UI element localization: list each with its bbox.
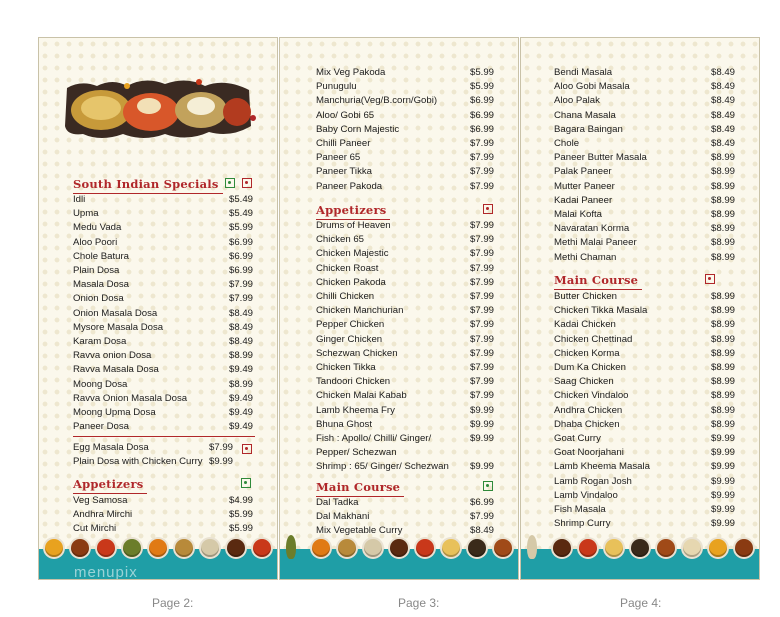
menu-item-price: $8.99 bbox=[710, 223, 735, 235]
menu-item-price: $8.99 bbox=[710, 418, 735, 430]
menu-item bbox=[73, 250, 253, 264]
menu-item bbox=[316, 247, 494, 261]
menu-item-price: $8.49 bbox=[710, 81, 735, 93]
menu-item bbox=[554, 123, 735, 137]
menu-item-price: $9.99 bbox=[710, 489, 735, 501]
menu-item-price: $7.99 bbox=[228, 279, 253, 291]
menu-item-name: Dhaba Chicken bbox=[554, 418, 620, 430]
menu-item-price: $7.99 bbox=[469, 362, 494, 373]
menu-item bbox=[73, 420, 253, 434]
spice-bowl-icon bbox=[338, 539, 356, 557]
menu-item bbox=[554, 446, 735, 460]
menu-item-name: Malai Kofta bbox=[554, 209, 602, 220]
menu-item bbox=[316, 361, 494, 375]
menu-item bbox=[554, 180, 735, 194]
menu-item-price: $4.99 bbox=[228, 495, 253, 506]
menu-item-name: Lamb Rogan Josh bbox=[554, 475, 632, 487]
menu-item-price: $8.99 bbox=[710, 333, 735, 345]
menu-item bbox=[73, 406, 253, 420]
menu-item-price: $8.99 bbox=[710, 180, 735, 192]
menu-item-price: $9.49 bbox=[228, 364, 253, 376]
menu-item-price: $8.99 bbox=[228, 378, 253, 390]
menu-page-4 bbox=[520, 37, 760, 580]
menu-item bbox=[73, 207, 253, 221]
menu-item-price: $8.49 bbox=[228, 336, 253, 347]
menu-item bbox=[554, 236, 735, 250]
menu-item-price: $8.49 bbox=[228, 321, 253, 333]
menu-item-price: $8.99 bbox=[710, 319, 735, 331]
menu-item-name: Andhra Chicken bbox=[554, 404, 623, 416]
menu-item-price: $5.99 bbox=[469, 67, 494, 78]
menu-item bbox=[316, 233, 494, 247]
spice-bowl-icon bbox=[657, 539, 675, 557]
menu-item-name: Plain Dosa with Chicken Curry bbox=[73, 456, 203, 468]
menu-item-price: $8.99 bbox=[710, 152, 735, 164]
menu-item-name: Lamb Vindaloo bbox=[554, 489, 618, 501]
spice-bowl-icon bbox=[468, 539, 486, 557]
menu-item bbox=[554, 460, 735, 474]
veg-badge-icon bbox=[241, 478, 251, 488]
menu-item bbox=[316, 219, 494, 233]
menu-item-name: Chilli Chicken bbox=[316, 291, 375, 302]
menu-item bbox=[554, 194, 735, 208]
menu-item-name: Onion Masala Dosa bbox=[73, 307, 158, 319]
menu-item-name: Methi Malai Paneer bbox=[554, 237, 637, 249]
spice-bowl-icon bbox=[312, 539, 330, 557]
menu-item-price: $8.49 bbox=[710, 95, 735, 107]
section-heading: South Indian Specials bbox=[73, 177, 219, 191]
menu-item-name: Saag Chicken bbox=[554, 376, 614, 388]
menu-item bbox=[316, 404, 494, 418]
menu-item bbox=[316, 304, 494, 318]
menu-item-name: Masala Dosa bbox=[73, 279, 129, 291]
menu-item-name: Chicken Vindaloo bbox=[554, 390, 629, 402]
menu-item-name: Chicken Malai Kabab bbox=[316, 390, 407, 402]
menu-item-name: Kadai Paneer bbox=[554, 194, 613, 206]
menu-item-name: Paneer Tikka bbox=[316, 166, 372, 178]
menu-item bbox=[554, 222, 735, 236]
menu-item-price: $7.99 bbox=[469, 262, 494, 274]
menu-item-price: $9.49 bbox=[228, 407, 253, 418]
menu-item-price: $7.99 bbox=[469, 305, 494, 317]
menu-item-price: $9.99 bbox=[710, 433, 735, 444]
nonveg-badge-icon bbox=[242, 178, 252, 188]
menu-item bbox=[316, 347, 494, 361]
menu-item-name: Manchuria(Veg/B.corn/Gobi) bbox=[316, 95, 438, 107]
nonveg-badge-icon bbox=[242, 444, 252, 454]
menu-item-price: $8.99 bbox=[710, 305, 735, 317]
menu-item-name: Goat Noorjahani bbox=[554, 447, 624, 459]
page-caption: Page 2: bbox=[152, 596, 194, 610]
spice-bowl-icon bbox=[390, 539, 408, 557]
spice-bowl-icon bbox=[364, 539, 382, 557]
menu-item-name: Palak Paneer bbox=[554, 166, 612, 178]
menu-item-price: $8.49 bbox=[228, 307, 253, 319]
nonveg-badge-icon bbox=[705, 274, 715, 284]
menu-item-price: $8.49 bbox=[710, 138, 735, 149]
spice-bowl-icon bbox=[201, 539, 219, 557]
menu-item-name: Kadai Chicken bbox=[554, 319, 616, 331]
menu-item bbox=[73, 278, 253, 292]
menu-item-price: $9.99 bbox=[710, 504, 735, 515]
menu-item-name: Aloo Palak bbox=[554, 95, 600, 107]
menu-item bbox=[554, 418, 735, 432]
footer-band bbox=[280, 549, 518, 579]
menu-item-price: $8.99 bbox=[710, 251, 735, 263]
menu-item bbox=[316, 94, 494, 108]
menu-item bbox=[316, 276, 494, 290]
menu-item-price: $7.99 bbox=[469, 138, 494, 149]
menu-item-price: $7.99 bbox=[208, 442, 233, 453]
menu-item-name: Chilli Paneer bbox=[316, 138, 371, 149]
menu-item bbox=[73, 494, 253, 508]
menu-item-name: Ginger Chicken bbox=[316, 333, 383, 345]
menu-item bbox=[554, 361, 735, 375]
menu-item-name: Shrimp Curry bbox=[554, 518, 611, 530]
menu-item-price: $7.99 bbox=[469, 511, 494, 523]
menu-item-name: Egg Masala Dosa bbox=[73, 442, 149, 453]
menu-item-name: Dum Ka Chicken bbox=[554, 362, 626, 373]
spice-bowl-icon bbox=[683, 539, 701, 557]
veg-badge-icon bbox=[483, 481, 493, 491]
menu-item-price: $5.49 bbox=[228, 208, 253, 220]
menu-item bbox=[316, 496, 494, 510]
menu-item-price: $5.49 bbox=[228, 194, 253, 205]
menu-item-name: Chicken Manchurian bbox=[316, 305, 404, 317]
menu-item-name: Chicken Chettinad bbox=[554, 333, 633, 345]
menu-item-name: Butter Chicken bbox=[554, 291, 617, 302]
menu-item-name: Medu Vada bbox=[73, 222, 122, 234]
menu-item-price: $6.99 bbox=[228, 265, 253, 276]
menu-item bbox=[554, 489, 735, 503]
menu-item-price: $8.99 bbox=[710, 166, 735, 178]
menu-item-price: $6.99 bbox=[228, 236, 253, 248]
menu-item bbox=[316, 165, 494, 179]
menu-item-price: $9.99 bbox=[710, 447, 735, 459]
menu-item bbox=[73, 508, 253, 522]
menu-item bbox=[73, 441, 233, 455]
menu-item-name: Shrimp : 65/ Ginger/ Schezwan bbox=[316, 461, 449, 473]
menu-item bbox=[73, 392, 253, 406]
menu-item-price: $6.99 bbox=[469, 95, 494, 107]
menu-item-price: $8.99 bbox=[710, 194, 735, 206]
menu-item-name: Paneer Butter Masala bbox=[554, 152, 647, 164]
menu-item bbox=[554, 251, 735, 265]
menu-item-name: Cut Mirchi bbox=[73, 523, 117, 535]
menu-item-name: Chicken Korma bbox=[554, 347, 620, 359]
spice-bowl-icon bbox=[253, 539, 271, 557]
menu-item bbox=[316, 262, 494, 276]
menu-item-price: $9.49 bbox=[228, 421, 253, 433]
menu-item bbox=[554, 432, 735, 446]
menu-item bbox=[73, 292, 253, 306]
spice-bowl-icon bbox=[605, 539, 623, 557]
menu-item-name: Chicken 65 bbox=[316, 234, 364, 246]
menu-item bbox=[73, 349, 253, 363]
menu-item-price: $5.99 bbox=[228, 509, 253, 521]
menu-item bbox=[316, 109, 494, 123]
page-caption: Page 3: bbox=[398, 596, 440, 610]
menu-item-price: $7.99 bbox=[469, 333, 494, 345]
menu-item-name: Fish : Apollo/ Chilli/ Ginger/ bbox=[316, 433, 432, 444]
menu-item-price: $7.99 bbox=[469, 180, 494, 192]
menu-item-price: $9.49 bbox=[228, 392, 253, 404]
menu-item bbox=[554, 137, 735, 151]
menu-item-name: Chicken Tikka bbox=[316, 362, 376, 373]
menu-item-price: $7.99 bbox=[469, 248, 494, 260]
menu-item-price: $7.99 bbox=[469, 234, 494, 246]
menu-item-price: $7.99 bbox=[469, 166, 494, 178]
menu-item bbox=[316, 180, 494, 194]
menu-item-price: $8.99 bbox=[710, 347, 735, 359]
menu-item-price: $9.99 bbox=[469, 404, 494, 416]
menu-item-name: Chicken Majestic bbox=[316, 248, 389, 260]
spice-bowl-icon bbox=[286, 535, 296, 559]
menu-item-name: Goat Curry bbox=[554, 433, 601, 444]
menu-item bbox=[554, 333, 735, 347]
spice-bowl-icon bbox=[227, 539, 245, 557]
menu-item bbox=[554, 404, 735, 418]
menu-item-name: Drums of Heaven bbox=[316, 220, 391, 231]
menu-item-price: $9.99 bbox=[710, 518, 735, 530]
menu-item-name: Methi Chaman bbox=[554, 251, 617, 263]
menu-item-price: $8.49 bbox=[710, 109, 735, 121]
menu-item-name: Mysore Masala Dosa bbox=[73, 321, 164, 333]
menu-item-name: Lamb Kheema Fry bbox=[316, 404, 395, 416]
menu-item bbox=[554, 208, 735, 222]
menu-item bbox=[554, 151, 735, 165]
menu-item bbox=[73, 221, 253, 235]
spice-bowl-icon bbox=[97, 539, 115, 557]
menu-item-price: $7.99 bbox=[469, 276, 494, 288]
menu-item-name: Mutter Paneer bbox=[554, 180, 615, 192]
menu-item-price: $8.99 bbox=[228, 350, 253, 362]
menu-item-price: $6.99 bbox=[469, 123, 494, 135]
menu-item-name: Mix Veg Pakoda bbox=[316, 67, 386, 78]
menu-item-name: Schezwan Chicken bbox=[316, 347, 398, 359]
menu-item-name: Pepper/ Schezwan bbox=[316, 447, 397, 459]
menu-item-name: Fish Masala bbox=[554, 504, 606, 515]
menu-item bbox=[316, 333, 494, 347]
menu-item bbox=[73, 307, 253, 321]
menu-item-price: $8.99 bbox=[710, 291, 735, 302]
menu-item bbox=[316, 389, 494, 403]
menu-item-name: Mix Vegetable Curry bbox=[316, 525, 403, 537]
menu-item-name: Chicken Roast bbox=[316, 262, 379, 274]
menu-item bbox=[73, 193, 253, 207]
menu-item bbox=[73, 363, 253, 377]
menu-item-name: Punugulu bbox=[316, 81, 357, 93]
menu-item bbox=[316, 460, 494, 474]
menu-item-price: $5.99 bbox=[469, 81, 494, 93]
section-divider bbox=[73, 436, 255, 437]
menu-item-name: Moong Upma Dosa bbox=[73, 407, 156, 418]
section-heading: Appetizers bbox=[316, 203, 387, 217]
spice-bowl-icon bbox=[123, 539, 141, 557]
menu-item-price: $8.99 bbox=[710, 209, 735, 220]
menu-item bbox=[554, 517, 735, 531]
menu-item-price: $8.49 bbox=[469, 525, 494, 537]
menu-item-price: $8.99 bbox=[710, 376, 735, 388]
menu-item-price: $8.49 bbox=[710, 123, 735, 135]
menu-item bbox=[316, 418, 494, 432]
menu-item bbox=[73, 335, 253, 349]
menu-item bbox=[316, 510, 494, 524]
menu-item-name: Chicken Pakoda bbox=[316, 276, 386, 288]
menu-item-name: Idli bbox=[73, 194, 86, 205]
menu-item bbox=[316, 290, 494, 304]
menu-item-price: $5.99 bbox=[228, 523, 253, 535]
spice-bowl-icon bbox=[45, 539, 63, 557]
menu-item bbox=[316, 432, 494, 446]
menu-item-name: Pepper Chicken bbox=[316, 319, 385, 331]
menu-item bbox=[554, 347, 735, 361]
menu-item bbox=[316, 446, 494, 460]
menu-item-price: $8.99 bbox=[710, 237, 735, 249]
spice-bowl-icon bbox=[631, 539, 649, 557]
menu-item bbox=[554, 109, 735, 123]
veg-badge-icon bbox=[225, 178, 235, 188]
menu-item-name: Ravva Masala Dosa bbox=[73, 364, 159, 376]
menu-item bbox=[316, 137, 494, 151]
menu-item bbox=[316, 524, 494, 538]
food-banner-image bbox=[61, 76, 257, 142]
menu-page-3 bbox=[279, 37, 519, 580]
menu-item-price: $9.99 bbox=[710, 475, 735, 487]
menu-item bbox=[554, 94, 735, 108]
menu-item-name: Lamb Kheema Masala bbox=[554, 461, 650, 473]
menu-item-name: Tandoori Chicken bbox=[316, 376, 391, 388]
menu-item-name: Dal Tadka bbox=[316, 497, 359, 508]
menu-item bbox=[554, 290, 735, 304]
menu-item-price: $7.99 bbox=[469, 390, 494, 402]
spice-bowl-icon bbox=[553, 539, 571, 557]
menu-item bbox=[73, 455, 233, 469]
nonveg-badge-icon bbox=[483, 204, 493, 214]
menu-item-name: Aloo Poori bbox=[73, 236, 118, 248]
menu-item bbox=[316, 151, 494, 165]
menu-item-name: Ravva onion Dosa bbox=[73, 350, 152, 362]
spice-bowl-icon bbox=[709, 539, 727, 557]
menu-item-name: Chole Batura bbox=[73, 250, 129, 262]
menu-item bbox=[73, 236, 253, 250]
menu-item-price: $6.99 bbox=[469, 497, 494, 508]
menu-item-price: $7.99 bbox=[469, 319, 494, 331]
menu-item-price: $8.49 bbox=[710, 67, 735, 78]
menu-item-name: Karam Dosa bbox=[73, 336, 127, 347]
menu-item-name: Moong Dosa bbox=[73, 378, 128, 390]
menu-item-price: $8.99 bbox=[710, 404, 735, 416]
menu-item bbox=[73, 264, 253, 278]
section-heading: Appetizers bbox=[73, 477, 144, 491]
menu-item-price: $7.99 bbox=[469, 347, 494, 359]
menu-item-name: Paneer Dosa bbox=[73, 421, 129, 433]
menu-item bbox=[316, 375, 494, 389]
menu-item bbox=[554, 66, 735, 80]
menu-item-price: $7.99 bbox=[469, 152, 494, 164]
menu-item bbox=[554, 389, 735, 403]
spice-bowl-icon bbox=[149, 539, 167, 557]
menu-item-name: Paneer Pakoda bbox=[316, 180, 383, 192]
menu-item-name: Paneer 65 bbox=[316, 152, 361, 164]
spice-bowl-icon bbox=[579, 539, 597, 557]
menu-item-price: $7.99 bbox=[469, 220, 494, 231]
spice-bowl-icon bbox=[175, 539, 193, 557]
menu-item-name: Upma bbox=[73, 208, 99, 220]
menu-item bbox=[316, 318, 494, 332]
menu-item-price: $9.99 bbox=[469, 418, 494, 430]
menu-item-name: Bendi Masala bbox=[554, 67, 613, 78]
menu-item-price: $7.99 bbox=[469, 376, 494, 388]
menu-item bbox=[554, 475, 735, 489]
menu-item bbox=[554, 165, 735, 179]
menu-item-name: Aloo Gobi Masala bbox=[554, 81, 630, 93]
menu-page-2 bbox=[38, 37, 278, 580]
menu-item-name: Chana Masala bbox=[554, 109, 616, 121]
menu-item-price: $6.99 bbox=[228, 250, 253, 262]
menu-item bbox=[554, 318, 735, 332]
menu-item-price: $7.99 bbox=[469, 291, 494, 302]
menu-item-price: $9.99 bbox=[710, 461, 735, 473]
menu-item bbox=[73, 378, 253, 392]
spice-bowl-icon bbox=[527, 535, 537, 559]
menu-item-price: $9.99 bbox=[469, 461, 494, 473]
menu-item-price: $9.99 bbox=[469, 433, 494, 444]
section-heading: Main Course bbox=[316, 480, 401, 494]
spice-bowl-icon bbox=[442, 539, 460, 557]
menu-item bbox=[316, 80, 494, 94]
menu-item-price: $5.99 bbox=[228, 222, 253, 234]
menu-item-price: $9.99 bbox=[208, 456, 233, 468]
menu-item-name: Ravva Onion Masala Dosa bbox=[73, 392, 188, 404]
spice-bowl-icon bbox=[494, 539, 512, 557]
menu-item-name: Andhra Mirchi bbox=[73, 509, 133, 521]
menu-item-name: Chicken Tikka Masala bbox=[554, 305, 648, 317]
menu-item bbox=[316, 123, 494, 137]
spice-bowl-icon bbox=[71, 539, 89, 557]
menu-item-name: Onion Dosa bbox=[73, 293, 124, 305]
menu-item bbox=[73, 522, 253, 536]
menu-item-name: Bhuna Ghost bbox=[316, 418, 373, 430]
menu-item bbox=[73, 321, 253, 335]
page-caption: Page 4: bbox=[620, 596, 662, 610]
menu-item-name: Plain Dosa bbox=[73, 265, 120, 276]
section-heading: Main Course bbox=[554, 273, 639, 287]
menu-item bbox=[554, 375, 735, 389]
menu-item bbox=[554, 304, 735, 318]
menu-item-name: Aloo/ Gobi 65 bbox=[316, 109, 375, 121]
menu-item bbox=[554, 80, 735, 94]
menu-item-price: $7.99 bbox=[228, 293, 253, 305]
footer-band bbox=[521, 549, 759, 579]
menu-item-price: $8.99 bbox=[710, 390, 735, 402]
spice-bowl-icon bbox=[416, 539, 434, 557]
menu-item-name: Baby Corn Majestic bbox=[316, 123, 400, 135]
menu-item-name: Dal Makhani bbox=[316, 511, 370, 523]
menu-item bbox=[316, 66, 494, 80]
menu-item-price: $8.99 bbox=[710, 362, 735, 373]
watermark: menupix bbox=[74, 564, 138, 580]
menu-item bbox=[554, 503, 735, 517]
menu-item-name: Bagara Baingan bbox=[554, 123, 623, 135]
menu-item-name: Navaratan Korma bbox=[554, 223, 630, 235]
menu-item-name: Chole bbox=[554, 138, 580, 149]
menu-item-price: $6.99 bbox=[469, 109, 494, 121]
spice-bowl-icon bbox=[735, 539, 753, 557]
menu-item-name: Veg Samosa bbox=[73, 495, 128, 506]
